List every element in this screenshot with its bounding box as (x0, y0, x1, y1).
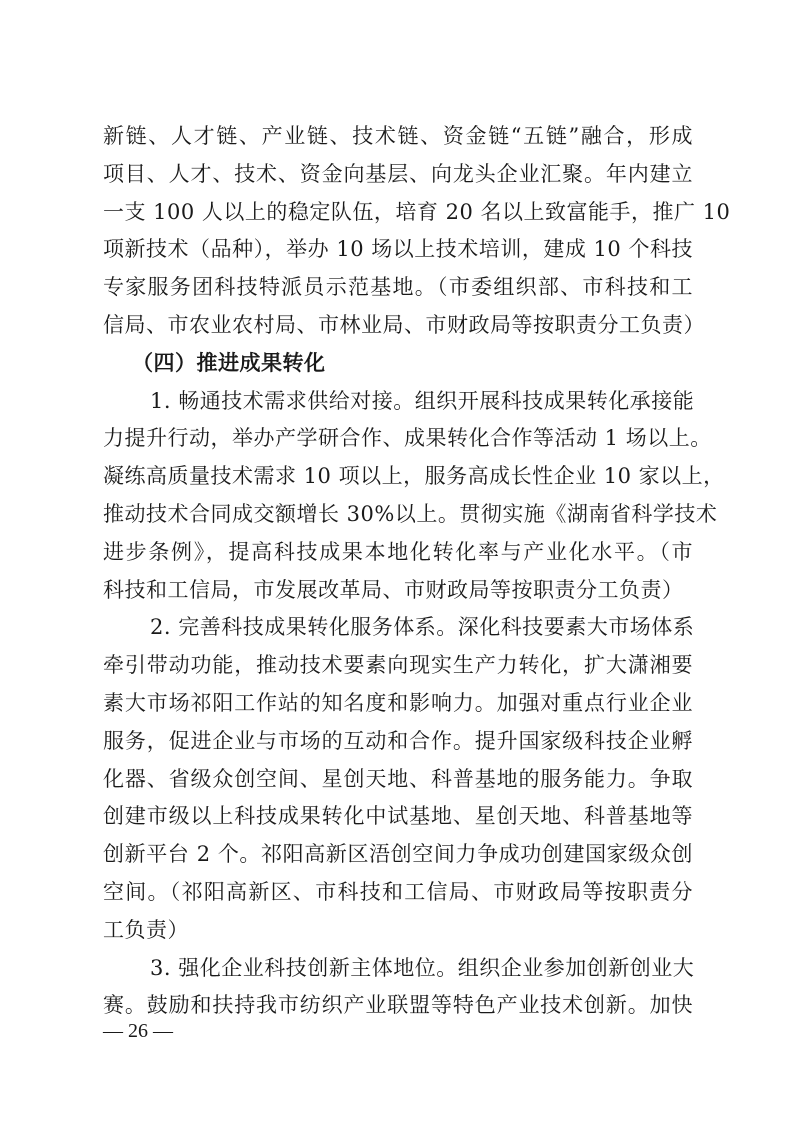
text-line: 新链、人才链、产业链、技术链、资金链“五链”融合，形成 (103, 124, 693, 148)
text-line: 项目、人才、技术、资金向基层、向龙头企业汇聚。年内建立 (103, 161, 693, 186)
text-line: 一支 100 人以上的稳定队伍，培育 20 名以上致富能手，推广 10 (103, 199, 731, 224)
page-number: — 26 — (103, 1020, 173, 1042)
text-line: 项新技术（品种），举办 10 场以上技术培训，建成 10 个科技 (103, 237, 693, 262)
text-line: 信局、市农业农村局、市林业局、市财政局等按职责分工负责） (103, 313, 705, 337)
text-line: 凝练高质量技术需求 10 项以上，服务高成长性企业 10 家以上， (103, 464, 725, 489)
text-line: 素大市场祁阳工作站的知名度和影响力。加强对重点行业企业 (103, 691, 693, 715)
text-line: 专家服务团科技特派员示范基地。（市委组织部、市科技和工 (103, 275, 693, 300)
text-line: 1. 畅通技术需求供给对接。组织开展科技成果转化承接能 (150, 388, 695, 413)
text-line: 服务，促进企业与市场的互动和合作。提升国家级科技企业孵 (103, 728, 693, 753)
text-line: 进步条例》，提高科技成果本地化转化率与产业化水平。（市 (103, 539, 693, 564)
text-line: 工负责） (103, 917, 189, 942)
text-line: 化器、省级众创空间、星创天地、科普基地的服务能力。争取 (103, 766, 693, 791)
text-line: 2. 完善科技成果转化服务体系。深化科技要素大市场体系 (150, 615, 695, 640)
text-line: 创新平台 2 个。祁阳高新区浯创空间力争成功创建国家级众创 (103, 842, 693, 867)
section-heading: （四）推进成果转化 (132, 349, 326, 375)
text-line: 牵引带动功能，推动技术要素向现实生产力转化，扩大潇湘要 (103, 653, 693, 678)
text-line: 赛。鼓励和扶持我市纺织产业联盟等特色产业技术创新。加快 (103, 993, 693, 1018)
text-line: 力提升行动，举办产学研合作、成果转化合作等活动 1 场以上。 (103, 426, 712, 451)
text-line: 空间。（祁阳高新区、市科技和工信局、市财政局等按职责分 (103, 880, 693, 904)
text-line: 3. 强化企业科技创新主体地位。组织企业参加创新创业大 (150, 955, 695, 980)
text-line: 科技和工信局，市发展改革局、市财政局等按职责分工负责） (103, 577, 684, 602)
text-line: 推动技术合同成交额增长 30%以上。贯彻实施《湖南省科学技术 (103, 502, 718, 526)
text-line: 创建市级以上科技成果转化中试基地、星创天地、科普基地等 (103, 804, 693, 829)
